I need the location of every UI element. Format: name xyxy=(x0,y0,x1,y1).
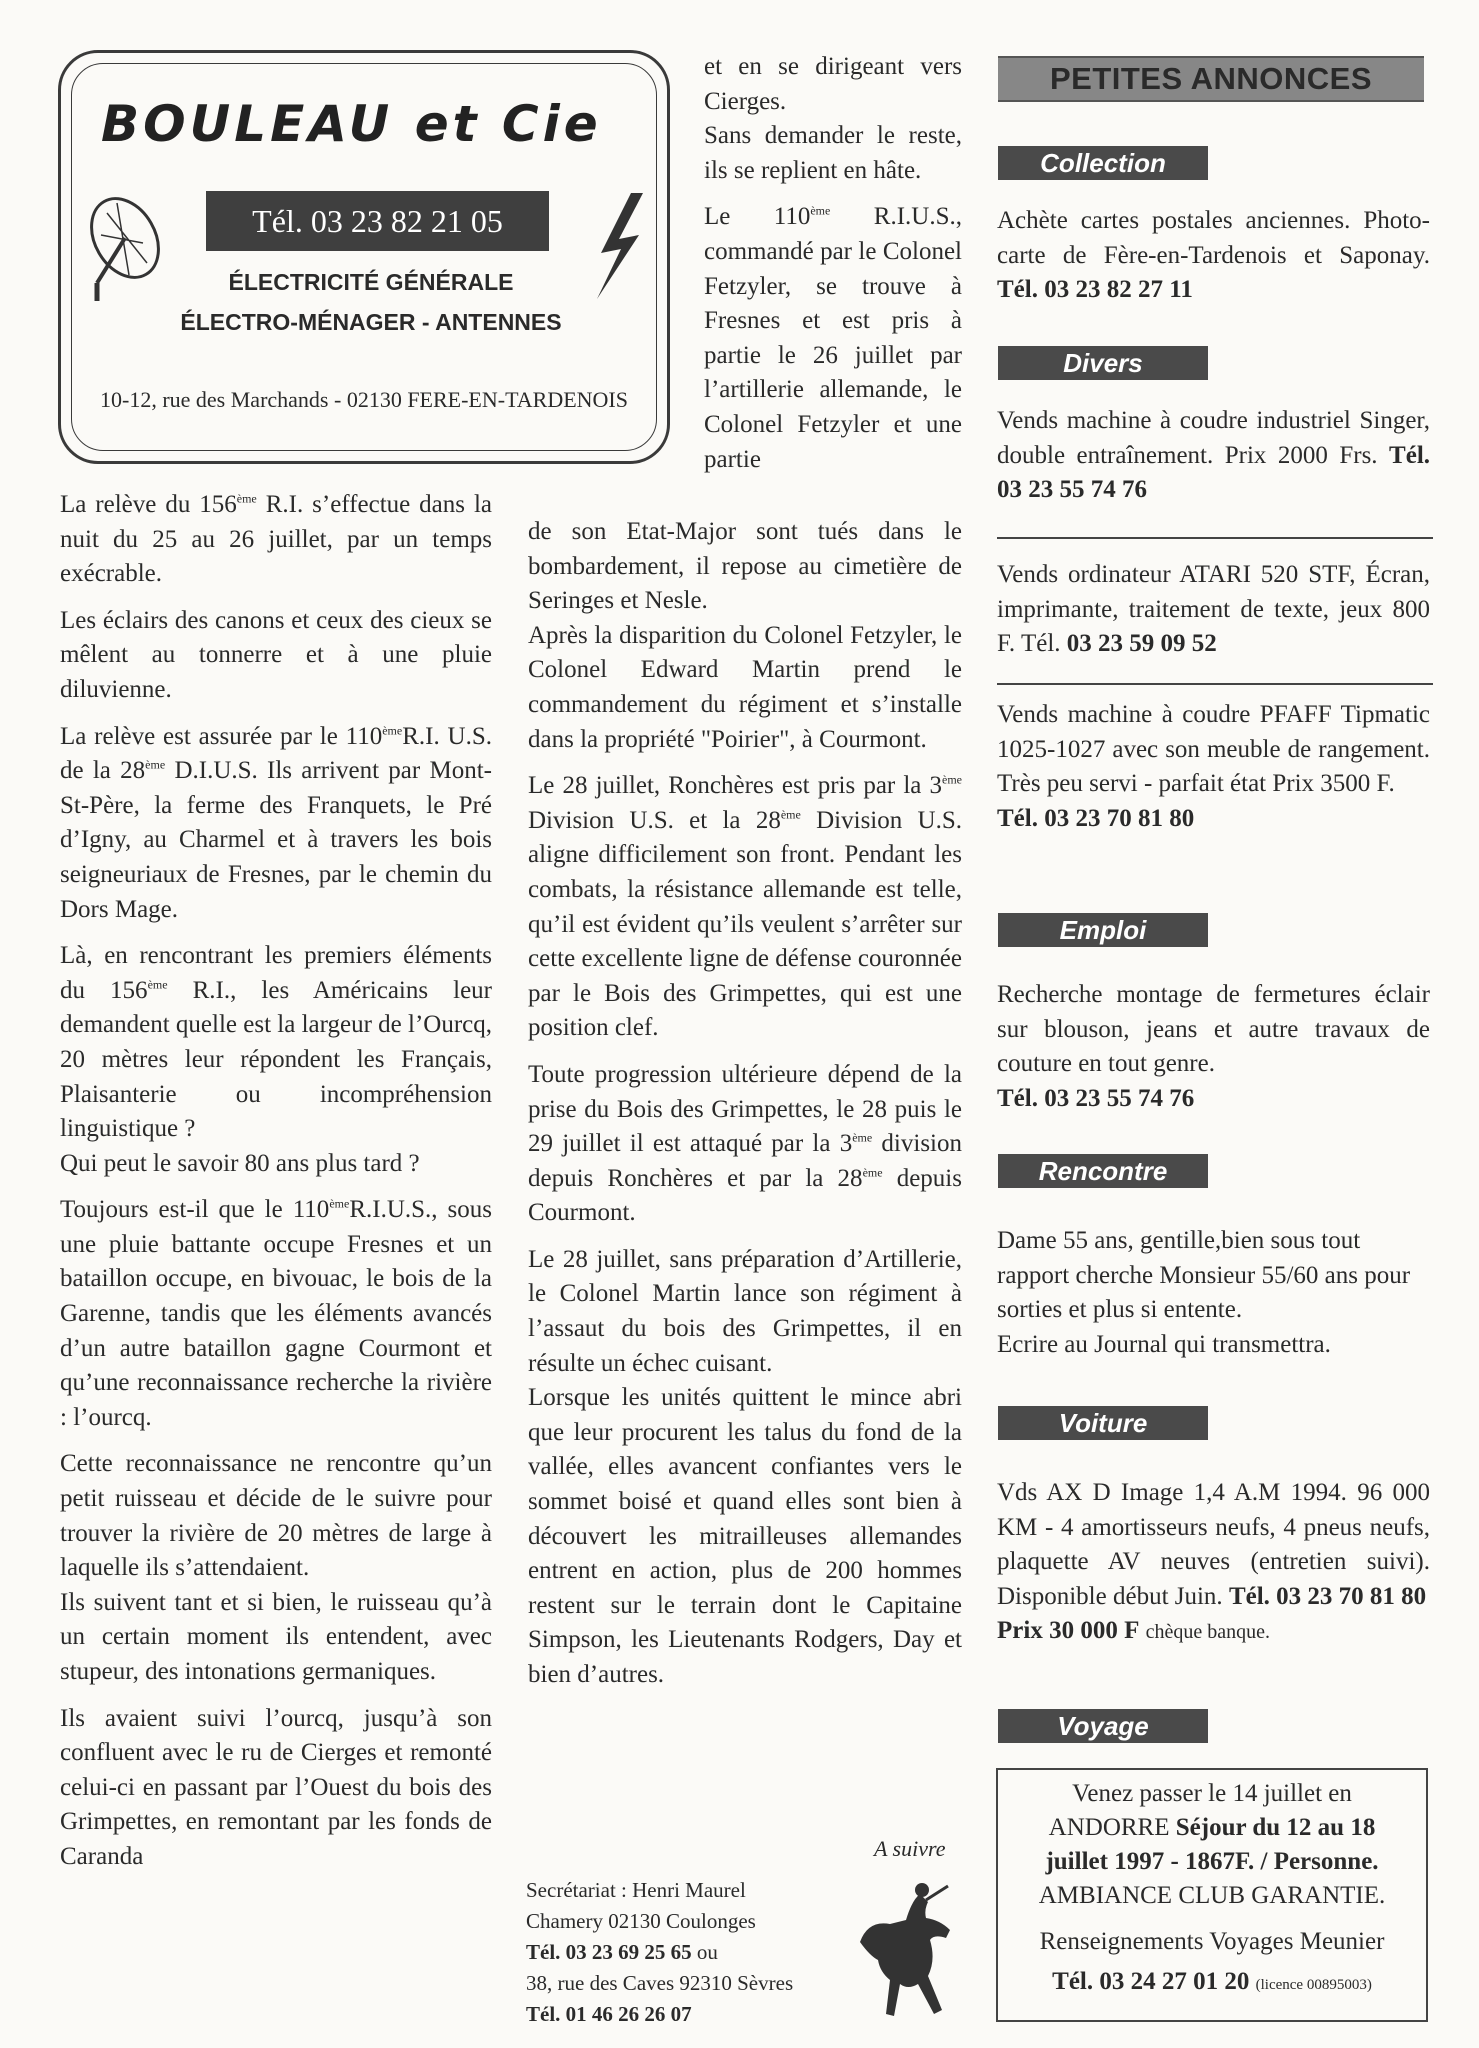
credits xyxy=(526,1875,856,2030)
category-emploi: Emploi xyxy=(998,913,1208,947)
paragraph: Le 28 juillet, sans préparation d’Artillerie, le Colonel Martin lance son régiment à l’assaut du bois des Grimpettes, il en résulte un échec cuisant. xyxy=(528,1245,962,1377)
paragraph: Les éclairs des canons et ceux des cieux se mêlent au tonnerre et à une pluie diluvienne. xyxy=(60,606,492,703)
classified-ad: Vends machine à coudre industriel Singer, double entraînement. Prix 2000 Frs. Tél. 03 23 55 74 76 xyxy=(997,407,1431,504)
divider xyxy=(997,683,1433,685)
classifieds-header: PETITES ANNONCES xyxy=(998,56,1424,102)
voyage-ad-box xyxy=(996,1768,1428,2022)
paragraph: Le 28 juillet, Ronchères est pris par la 3ème Division U.S. et la 28ème Division U.S. aligne difficilement son front. Pendant les combats, la résistance allemande est telle, qu’il est évident qu’ils veulent s’arrêter sur cette excellente ligne de défense couronnée par le Bois des Grimpettes, qui est une position clef. xyxy=(528,772,962,1042)
classified-ad: Vends machine à coudre PFAFF Tipmatic 1025-1027 avec son meuble de rangement. Très peu servi - parfait état Prix 3500 F. Tél. 03 23 70 81 80 xyxy=(997,701,1430,832)
paragraph: Cette reconnaissance ne rencontre qu’un petit ruisseau et décide de le suivre pour trouver la rivière de 20 mètres de large à laquelle ils s’attendaient. xyxy=(60,1450,492,1582)
article-column-2 xyxy=(528,515,962,1705)
category-collection: Collection xyxy=(998,146,1208,180)
voyage-line: ANDORRE Séjour du 12 au 18 xyxy=(1048,1814,1376,1841)
credit-line: Tél. 01 46 26 26 07 xyxy=(526,2002,692,2026)
article-column-1 xyxy=(60,488,492,1887)
credit-line: Chamery 02130 Coulonges xyxy=(526,1909,756,1933)
advertisement-box xyxy=(58,50,670,464)
voyage-line: Venez passer le 14 juillet en xyxy=(1072,1780,1352,1807)
category-divers: Divers xyxy=(998,346,1208,380)
category-rencontre: Rencontre xyxy=(998,1154,1208,1188)
paragraph: Toujours est-il que le 110èmeR.I.U.S., sous une pluie battante occupe Fresnes et un bataillon occupe, en bivouac, le bois de la Garenne, tandis que les éléments avancés d’un autre bataillon gagne Courmont et qu’une reconnaissance recherche la rivière : l’ourcq. xyxy=(60,1196,492,1431)
ad-service-line-1: ÉLECTRICITÉ GÉNÉRALE xyxy=(228,269,514,295)
voyage-line: Renseignements Voyages Meunier xyxy=(1039,1928,1385,1955)
paragraph: Lorsque les unités quittent le mince abri que leur procurent les talus du fond de la vallée, elles avancent confiantes vers le sommet boisé et quand elles sont bien à découvert les mitrailleuses allemandes entrent en action, plus de 200 hommes restent sur le terrain dont le Capitaine Simpson, les Lieutenants Rodgers, Day et bien d’autres. xyxy=(528,1384,962,1688)
classified-ad: Vends ordinateur ATARI 520 STF, Écran, imprimante, traitement de texte, jeux 800 F. Tél. 03 23 59 09 52 xyxy=(997,561,1430,658)
classified-ad: Achète cartes postales anciennes. Photo-carte de Fère-en-Tardenois et Saponay. Tél. 03 23 82 27 11 xyxy=(997,207,1430,304)
horse-rider-icon xyxy=(850,1880,960,2020)
ad-address: 10-12, rue des Marchands - 02130 FERE-EN-TARDENOIS xyxy=(100,387,628,412)
voyage-line: Tél. 03 24 27 01 20 (licence 00895003) xyxy=(1052,1968,1372,1995)
paragraph: La relève est assurée par le 110èmeR.I. U.S. de la 28ème D.I.U.S. Ils arrivent par Mont-St-Père, la ferme des Franquets, le Pré d’Igny, au Charmel et à travers les bois seigneuriaux de Fresnes, par le chemin du Dors Mage. xyxy=(60,722,492,923)
category-voyage: Voyage xyxy=(998,1709,1208,1743)
divider xyxy=(997,537,1433,539)
credit-line: 38, rue des Caves 92310 Sèvres xyxy=(526,1971,794,1995)
classified-ad: Dame 55 ans, gentille,bien sous tout rapport cherche Monsieur 55/60 ans pour sorties et plus si entente. Ecrire au Journal qui transmettra. xyxy=(997,1227,1411,1358)
voyage-line: juillet 1997 - 1867F. / Personne. xyxy=(1045,1848,1379,1875)
paragraph: et en se dirigeant vers Cierges. xyxy=(704,53,962,115)
paragraph: Après la disparition du Colonel Fetzyler, le Colonel Edward Martin prend le commandement du régiment et s’installe dans la propriété "Poirier", à Courmont. xyxy=(528,621,962,753)
paragraph: Qui peut le savoir 80 ans plus tard ? xyxy=(60,1149,420,1177)
a-suivre: A suivre xyxy=(874,1836,946,1861)
paragraph: Ils suivent tant et si bien, le ruisseau qu’à un certain moment ils entendent, avec stupeur, des intonations germaniques. xyxy=(60,1588,492,1685)
voyage-line: AMBIANCE CLUB GARANTIE. xyxy=(1038,1882,1386,1909)
ad-phone-banner: Tél. 03 23 82 21 05 xyxy=(206,191,549,251)
classified-ad: Recherche montage de fermetures éclair sur blouson, jeans et autre travaux de couture en tout genre. Tél. 03 23 55 74 76 xyxy=(997,981,1430,1112)
category-voiture: Voiture xyxy=(998,1406,1208,1440)
credit-line: Tél. 03 23 69 25 65 ou xyxy=(526,1940,718,1964)
paragraph: Le 110ème R.I.U.S., commandé par le Colonel Fetzyler, se trouve à Fresnes et est pris à partie le 26 juillet par l’artillerie allemande, le Colonel Fetzyler et une partie xyxy=(704,203,962,473)
classified-ad: Vds AX D Image 1,4 A.M 1994. 96 000 KM - 4 amortisseurs neufs, 4 pneus neufs, plaquette AV neuves (entretien suivi). Disponible début Juin. Tél. 03 23 70 81 80 Prix 30 000 F chèque banque. xyxy=(997,1479,1430,1645)
paragraph: La relève du 156ème R.I. s’effectue dans la nuit du 25 au 26 juillet, par un temps exécrable. xyxy=(60,491,492,588)
paragraph: Ils avaient suivi l’ourcq, jusqu’à son confluent avec le ru de Cierges et remonté celui-ci en passant par l’Ouest du bois des Grimpettes, en remontant par les fonds de Caranda xyxy=(60,1704,492,1870)
paragraph: Là, en rencontrant les premiers éléments du 156ème R.I., les Américains leur demandent quelle est la largeur de l’Ourcq, 20 mètres leur répondent les Français, Plaisanterie ou incompréhension linguistique ? xyxy=(60,942,493,1143)
paragraph: Toute progression ultérieure dépend de la prise du Bois des Grimpettes, le 28 puis le 29 juillet il est attaqué par la 3ème division depuis Ronchères et par la 28ème depuis Courmont. xyxy=(528,1060,962,1227)
article-column-2-top xyxy=(704,50,962,477)
ad-service-line-2: ÉLECTRO-MÉNAGER - ANTENNES xyxy=(180,309,562,335)
paragraph: de son Etat-Major sont tués dans le bombardement, il repose au cimetière de Seringes et Nesle. xyxy=(528,518,962,615)
paragraph: Sans demander le reste, ils se replient en hâte. xyxy=(704,122,962,184)
ad-company-name: BOULEAU et Cie xyxy=(101,95,602,153)
credit-line: Secrétariat : Henri Maurel xyxy=(526,1878,746,1902)
